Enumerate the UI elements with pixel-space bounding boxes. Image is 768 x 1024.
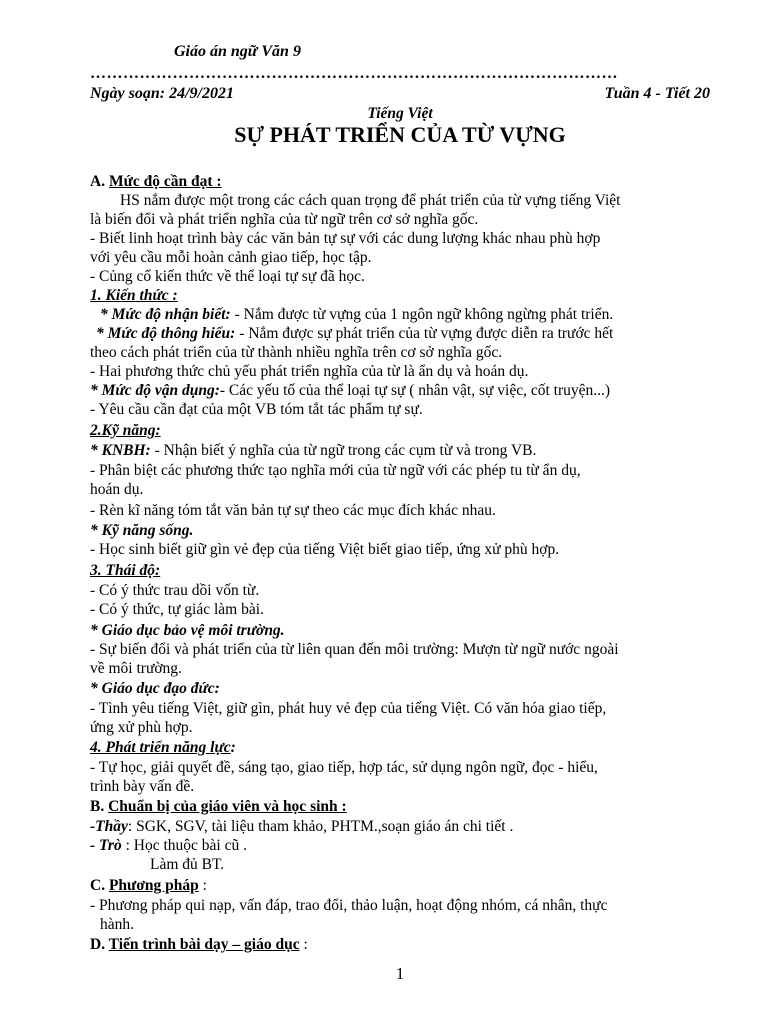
section-a-heading — [90, 172, 222, 192]
prep-label: -Thầy — [90, 818, 128, 835]
competency-heading — [90, 738, 236, 758]
paragraph-line: - Tự học, giải quyết đề, sáng tạo, giao tiếp, hợp tác, sử dụng ngôn ngữ, đọc - hiểu, — [90, 759, 598, 776]
section-d-heading — [90, 935, 308, 955]
competency-suffix: : — [230, 739, 236, 756]
knowledge-text: - Các yếu tố của thể loại tự sự ( nhân vật, sự việc, cốt truyện...) — [219, 382, 611, 399]
knowledge-item — [90, 381, 610, 401]
knowledge-label: * Mức độ vận dụng: — [90, 382, 220, 399]
paragraph-line: về môi trường. — [90, 660, 182, 677]
paragraph-line: với yêu cầu mỗi hoàn cảnh giao tiếp, học tập. — [90, 249, 372, 266]
paragraph-line: - Yêu cầu cần đạt của một VB tóm tắt tác phẩm tự sự. — [90, 401, 423, 418]
knowledge-item — [96, 324, 613, 344]
paragraph-line: HS nắm được một trong các cách quan trọng để phát triển của từ vựng tiếng Việt — [120, 192, 621, 209]
course-title: Giáo án ngữ Văn 9 — [174, 43, 301, 60]
knowledge-item — [100, 305, 613, 325]
paragraph-line: - Học sinh biết giữ gìn vẻ đẹp của tiếng Việt biết giao tiếp, ứng xử phù hợp. — [90, 541, 560, 558]
skills-text: - Nhận biết ý nghĩa của từ ngữ trong các cụm từ và trong VB. — [150, 442, 537, 459]
knowledge-heading: 1. Kiến thức : — [90, 287, 178, 304]
competency-title: 4. Phát triển năng lực — [90, 739, 231, 756]
lesson-title: SỰ PHÁT TRIỂN CỦA TỪ VỰNG — [234, 122, 566, 147]
paragraph-line: ứng xử phù hợp. — [90, 719, 193, 736]
environment-label: * Giáo dục bảo vệ môi trường. — [90, 622, 285, 639]
paragraph-line: - Rèn kĩ năng tóm tắt văn bản tự sự theo các mục đích khác nhau. — [90, 502, 496, 519]
knowledge-text: - Nắm được sự phát triển của từ vựng được diễn ra trước hết — [235, 325, 614, 342]
separator-dots: …………………………………………………………………………………… — [90, 65, 618, 82]
knowledge-text: - Nắm được từ vựng của 1 ngôn ngữ không ngừng phát triển. — [230, 306, 614, 323]
section-c-heading — [90, 876, 207, 896]
date-label: Ngày soạn: 24/9/2021 — [90, 85, 234, 102]
section-b-heading — [90, 797, 347, 817]
section-a-prefix: A. — [90, 173, 109, 190]
skills-label: * KNBH: — [90, 442, 151, 459]
prep-item — [90, 836, 247, 856]
section-c-title: Phương pháp — [108, 877, 199, 894]
prep-text: : Học thuộc bài cũ . — [121, 837, 247, 854]
paragraph-line: là biến đổi và phát triển nghĩa của từ ngữ trên cơ sở nghĩa gốc. — [90, 211, 479, 228]
paragraph-line: - Phương pháp qui nạp, vấn đáp, trao đổi, thảo luận, hoạt động nhóm, cá nhân, thực — [90, 897, 608, 914]
section-d-prefix: D. — [90, 936, 109, 953]
prep-item — [90, 817, 513, 837]
prep-label: - Trò — [90, 837, 122, 854]
ethics-label: * Giáo dục đạo đức: — [90, 680, 220, 697]
section-b-prefix: B. — [90, 798, 109, 815]
section-b-title: Chuẩn bị của giáo viên và học sinh : — [108, 798, 347, 815]
subject-label: Tiếng Việt — [367, 105, 433, 122]
section-d-title: Tiến trình bài dạy – giáo dục — [108, 936, 300, 953]
paragraph-line: - Có ý thức, tự giác làm bài. — [90, 601, 264, 618]
paragraph-line: Làm đủ BT. — [150, 856, 225, 873]
prep-text: : SGK, SGV, tài liệu tham khảo, PHTM.,soạn giáo án chi tiết . — [127, 818, 514, 835]
paragraph-line: - Phân biệt các phương thức tạo nghĩa mới của từ ngữ với các phép tu từ ẩn dụ, — [90, 462, 581, 479]
week-label: Tuần 4 - Tiết 20 — [604, 85, 710, 102]
paragraph-line: - Có ý thức trau dồi vốn từ. — [90, 582, 260, 599]
paragraph-line: - Sự biến đổi và phát triển của từ liên quan đến môi trường: Mượn từ ngữ nước ngoài — [90, 641, 619, 658]
date-row — [90, 84, 710, 104]
section-c-suffix: : — [198, 877, 207, 894]
paragraph-line: - Hai phương thức chủ yếu phát triển nghĩa của từ là ẩn dụ và hoán dụ. — [90, 363, 529, 380]
paragraph-line: - Củng cố kiến thức về thể loại tự sự đã học. — [90, 268, 365, 285]
attitude-heading: 3. Thái độ: — [90, 562, 161, 579]
section-c-prefix: C. — [90, 877, 109, 894]
knowledge-label: * Mức độ nhận biết: — [100, 306, 231, 323]
skills-heading: 2.Kỹ năng: — [90, 422, 161, 439]
paragraph-line: trình bày vấn đề. — [90, 778, 195, 795]
paragraph-line: hành. — [100, 916, 135, 933]
section-a-title: Mức độ cần đạt : — [108, 173, 222, 190]
page-number: 1 — [395, 964, 405, 983]
skills-item — [90, 441, 536, 461]
knowledge-label: * Mức độ thông hiểu: — [96, 325, 236, 342]
paragraph-line: hoán dụ. — [90, 481, 144, 498]
paragraph-line: - Biết linh hoạt trình bày các văn bản tự sự với các dung lượng khác nhau phù hợp — [90, 230, 601, 247]
life-skills-label: * Kỹ năng sống. — [90, 522, 194, 539]
section-d-suffix: : — [299, 936, 308, 953]
paragraph-line: - Tình yêu tiếng Việt, giữ gìn, phát huy vẻ đẹp của tiếng Việt. Có văn hóa giao tiếp, — [90, 700, 607, 717]
paragraph-line: theo cách phát triển của từ thành nhiều nghĩa trên cơ sở nghĩa gốc. — [90, 344, 503, 361]
